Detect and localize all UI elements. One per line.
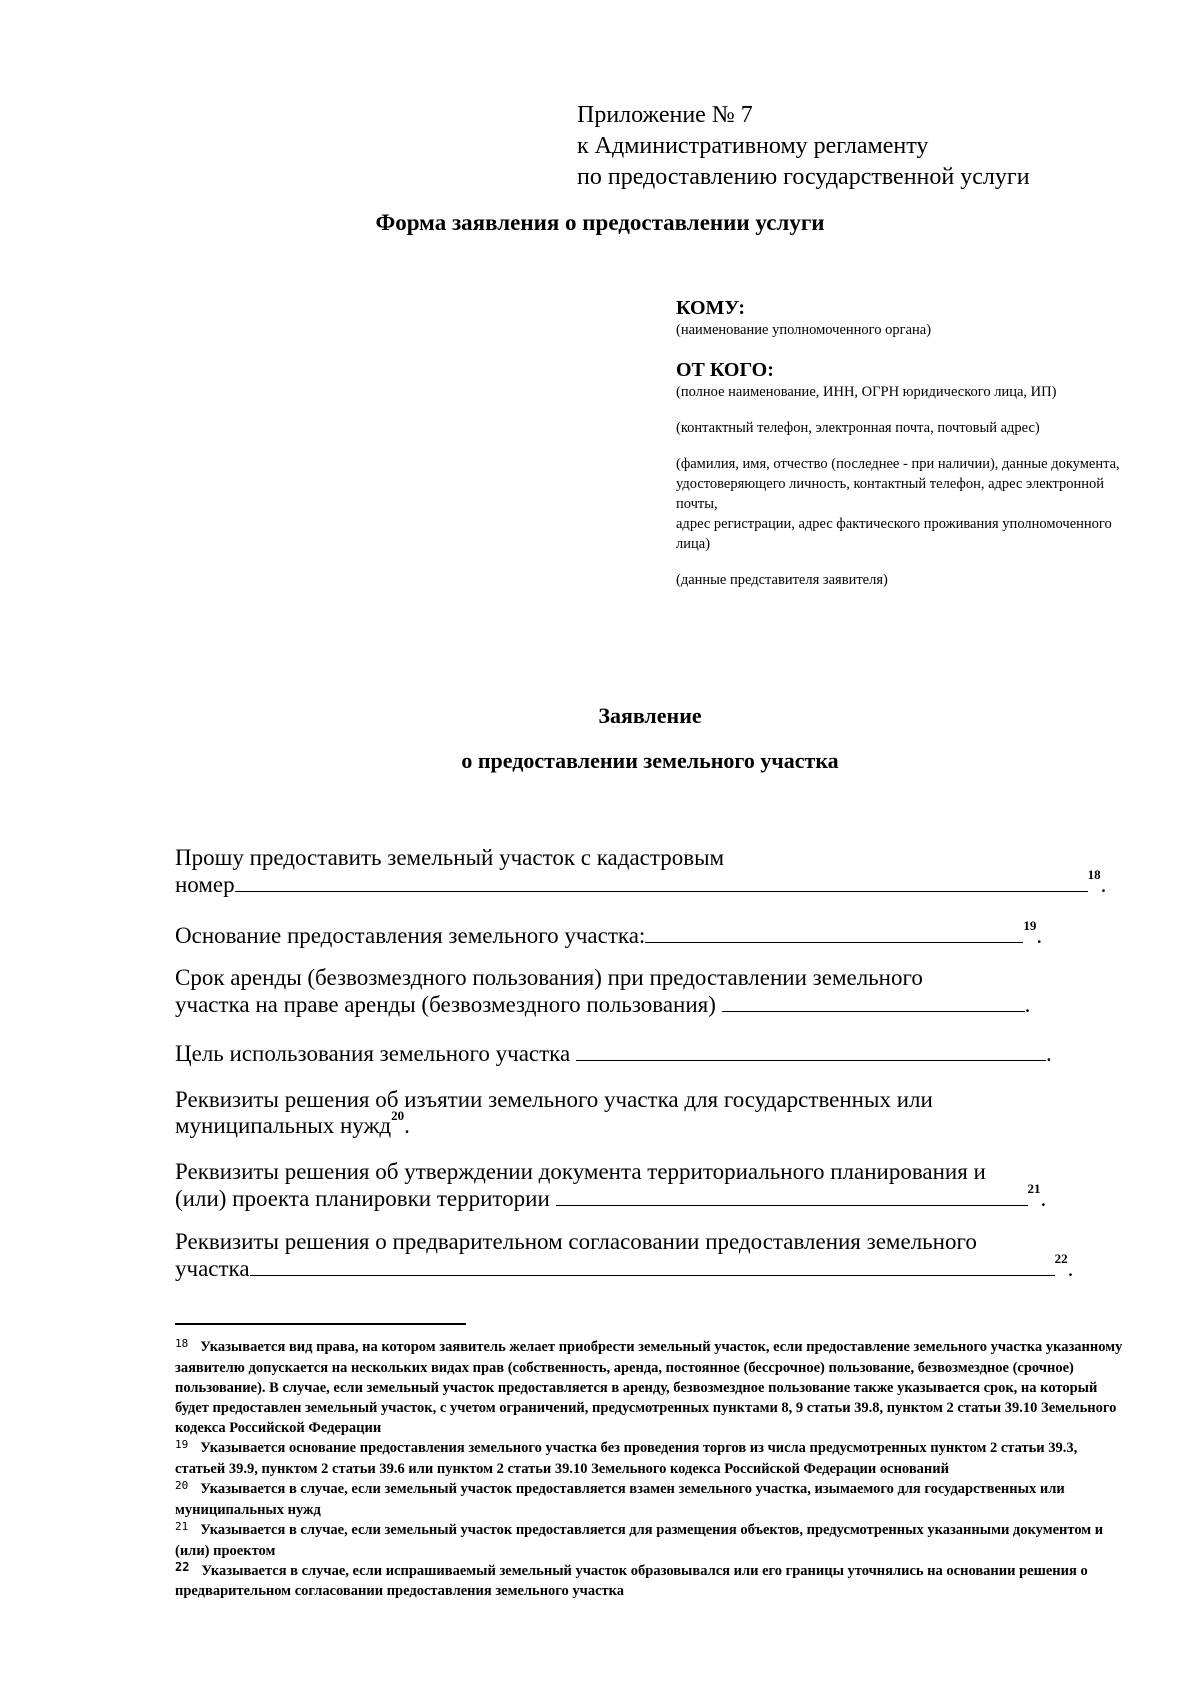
from-hint-org: (полное наименование, ИНН, ОГРН юридического лица, ИП) <box>676 384 1057 400</box>
planning-field[interactable] <box>556 1185 1028 1206</box>
basis-line: Основание предоставления земельного участка: $^{19}$. <box>175 918 1043 948</box>
form-title: Форма заявления о предоставлении услуги <box>375 210 825 235</box>
footnote-ref-22: 22 <box>1054 1251 1068 1267</box>
appendix-line-1: Приложение № 7 <box>577 102 753 128</box>
statement-title: Заявление <box>598 703 702 728</box>
footnote-20: $^{20}$ Указывается в случае, если земельный участок предоставляется взамен земельного участка, изымаемого для государственных или муниципальных нужд <box>175 1479 1065 1518</box>
from-hint-contacts: (контактный телефон, электронная почта, почтовый адрес) <box>676 420 1040 436</box>
footnote-21: $^{21}$ Указывается в случае, если земельный участок предоставляется для размещения объектов, предусмотренных указанными документом и (или) проектом <box>175 1520 1104 1559</box>
purpose-label: Цель использования земельного участка <box>175 1041 571 1066</box>
footnote-ref-21: 21 <box>1027 1181 1041 1197</box>
lease-term-line-2: участка на праве аренды (безвозмездного пользования) . <box>175 992 1031 1017</box>
cadastral-label: номер <box>175 872 235 897</box>
from-hint-person-2: удостоверяющего личность, контактный телефон, адрес электронной почты, <box>676 476 1105 512</box>
appendix-line-2: к Административному регламенту <box>577 133 929 159</box>
from-hint-person-1: (фамилия, имя, отчество (последнее - при наличии), данные документа, <box>676 456 1120 472</box>
cadastral-line-2: номер $^{18}$. <box>175 867 1107 897</box>
approval-label: участка <box>175 1256 250 1281</box>
planning-label: (или) проекта планировки территории <box>175 1186 550 1211</box>
from-hint-representative: (данные представителя заявителя) <box>676 572 888 588</box>
footnote-22: $^{22}$ Указывается в случае, если испрашиваемый земельный участок образовывался или его границы уточнялись на основании решения о предварительном согласовании предоставления земельного участка <box>175 1560 1088 1599</box>
footnote-ref-20: 20 <box>391 1108 405 1124</box>
planning-line-2: (или) проекта планировки территории $^{21}$. <box>175 1181 1047 1211</box>
cadastral-number-field[interactable] <box>235 871 1088 892</box>
lease-term-line-1: Срок аренды (безвозмездного пользования) при предоставлении земельного <box>175 965 923 990</box>
footnote-ref-18: 18 <box>1087 867 1101 883</box>
from-hint-person-3: адрес регистрации, адрес фактического проживания уполномоченного лица) <box>676 516 1112 552</box>
footnote-18: $^{18}$ Указывается вид права, на котором заявитель желает приобрести земельный участок, если предоставление земельного участка указанному заявителю допускается на нескольких видах прав (собственность, аренда, постоянное (бессрочное) пользование, безвозмездное (срочное) пользование). В случае, если земельный участок предоставляется в аренду, безвозмездное пользование также указывается срок, на который будет предоставлен земельный участок, с учетом ограничений, предусмотренных пунктами 8, 9 статьи 39.8, пунктом 2 статьи 39.10 Земельного кодекса Российской Федерации <box>175 1337 1123 1436</box>
to-label: КОМУ: <box>676 297 746 319</box>
footnotes <box>175 1337 1125 1601</box>
footnote-separator <box>175 1323 466 1325</box>
withdrawal-label: муниципальных нужд <box>175 1113 392 1138</box>
to-hint: (наименование уполномоченного органа) <box>676 322 932 338</box>
approval-field[interactable] <box>250 1255 1055 1276</box>
footnote-19: $^{19}$ Указывается основание предоставления земельного участка без проведения торгов из числа предусмотренных пунктом 2 статьи 39.3, статьей 39.9, пунктом 2 статьи 39.6 или пунктом 2 статьи 39.10 Земельного кодекса Российской Федерации оснований <box>175 1438 1078 1477</box>
cadastral-line-1: Прошу предоставить земельный участок с кадастровым <box>175 845 725 870</box>
from-label: ОТ КОГО: <box>676 359 774 381</box>
withdrawal-line-1: Реквизиты решения об изъятии земельного участка для государственных или <box>175 1087 933 1112</box>
approval-line-1: Реквизиты решения о предварительном согласовании предоставления земельного <box>175 1229 977 1254</box>
approval-line-2: участка $^{22}$. <box>175 1251 1074 1281</box>
lease-term-field[interactable] <box>722 991 1025 1012</box>
withdrawal-line-2: муниципальных нужд$^{20}$. <box>175 1108 410 1138</box>
basis-field[interactable] <box>645 922 1023 943</box>
purpose-field[interactable] <box>576 1040 1046 1061</box>
purpose-line: Цель использования земельного участка . <box>175 1041 1052 1066</box>
statement-subtitle: о предоставлении земельного участка <box>461 748 839 773</box>
lease-term-label: участка на праве аренды (безвозмездного пользования) <box>175 992 716 1017</box>
appendix-header <box>577 100 1030 193</box>
planning-line-1: Реквизиты решения об утверждении документа территориального планирования и <box>175 1159 986 1184</box>
footnote-ref-19: 19 <box>1023 918 1037 934</box>
basis-label: Основание предоставления земельного участка: <box>175 923 646 948</box>
addressee-block <box>676 296 1126 590</box>
appendix-line-3: по предоставлению государственной услуги <box>577 164 1030 190</box>
